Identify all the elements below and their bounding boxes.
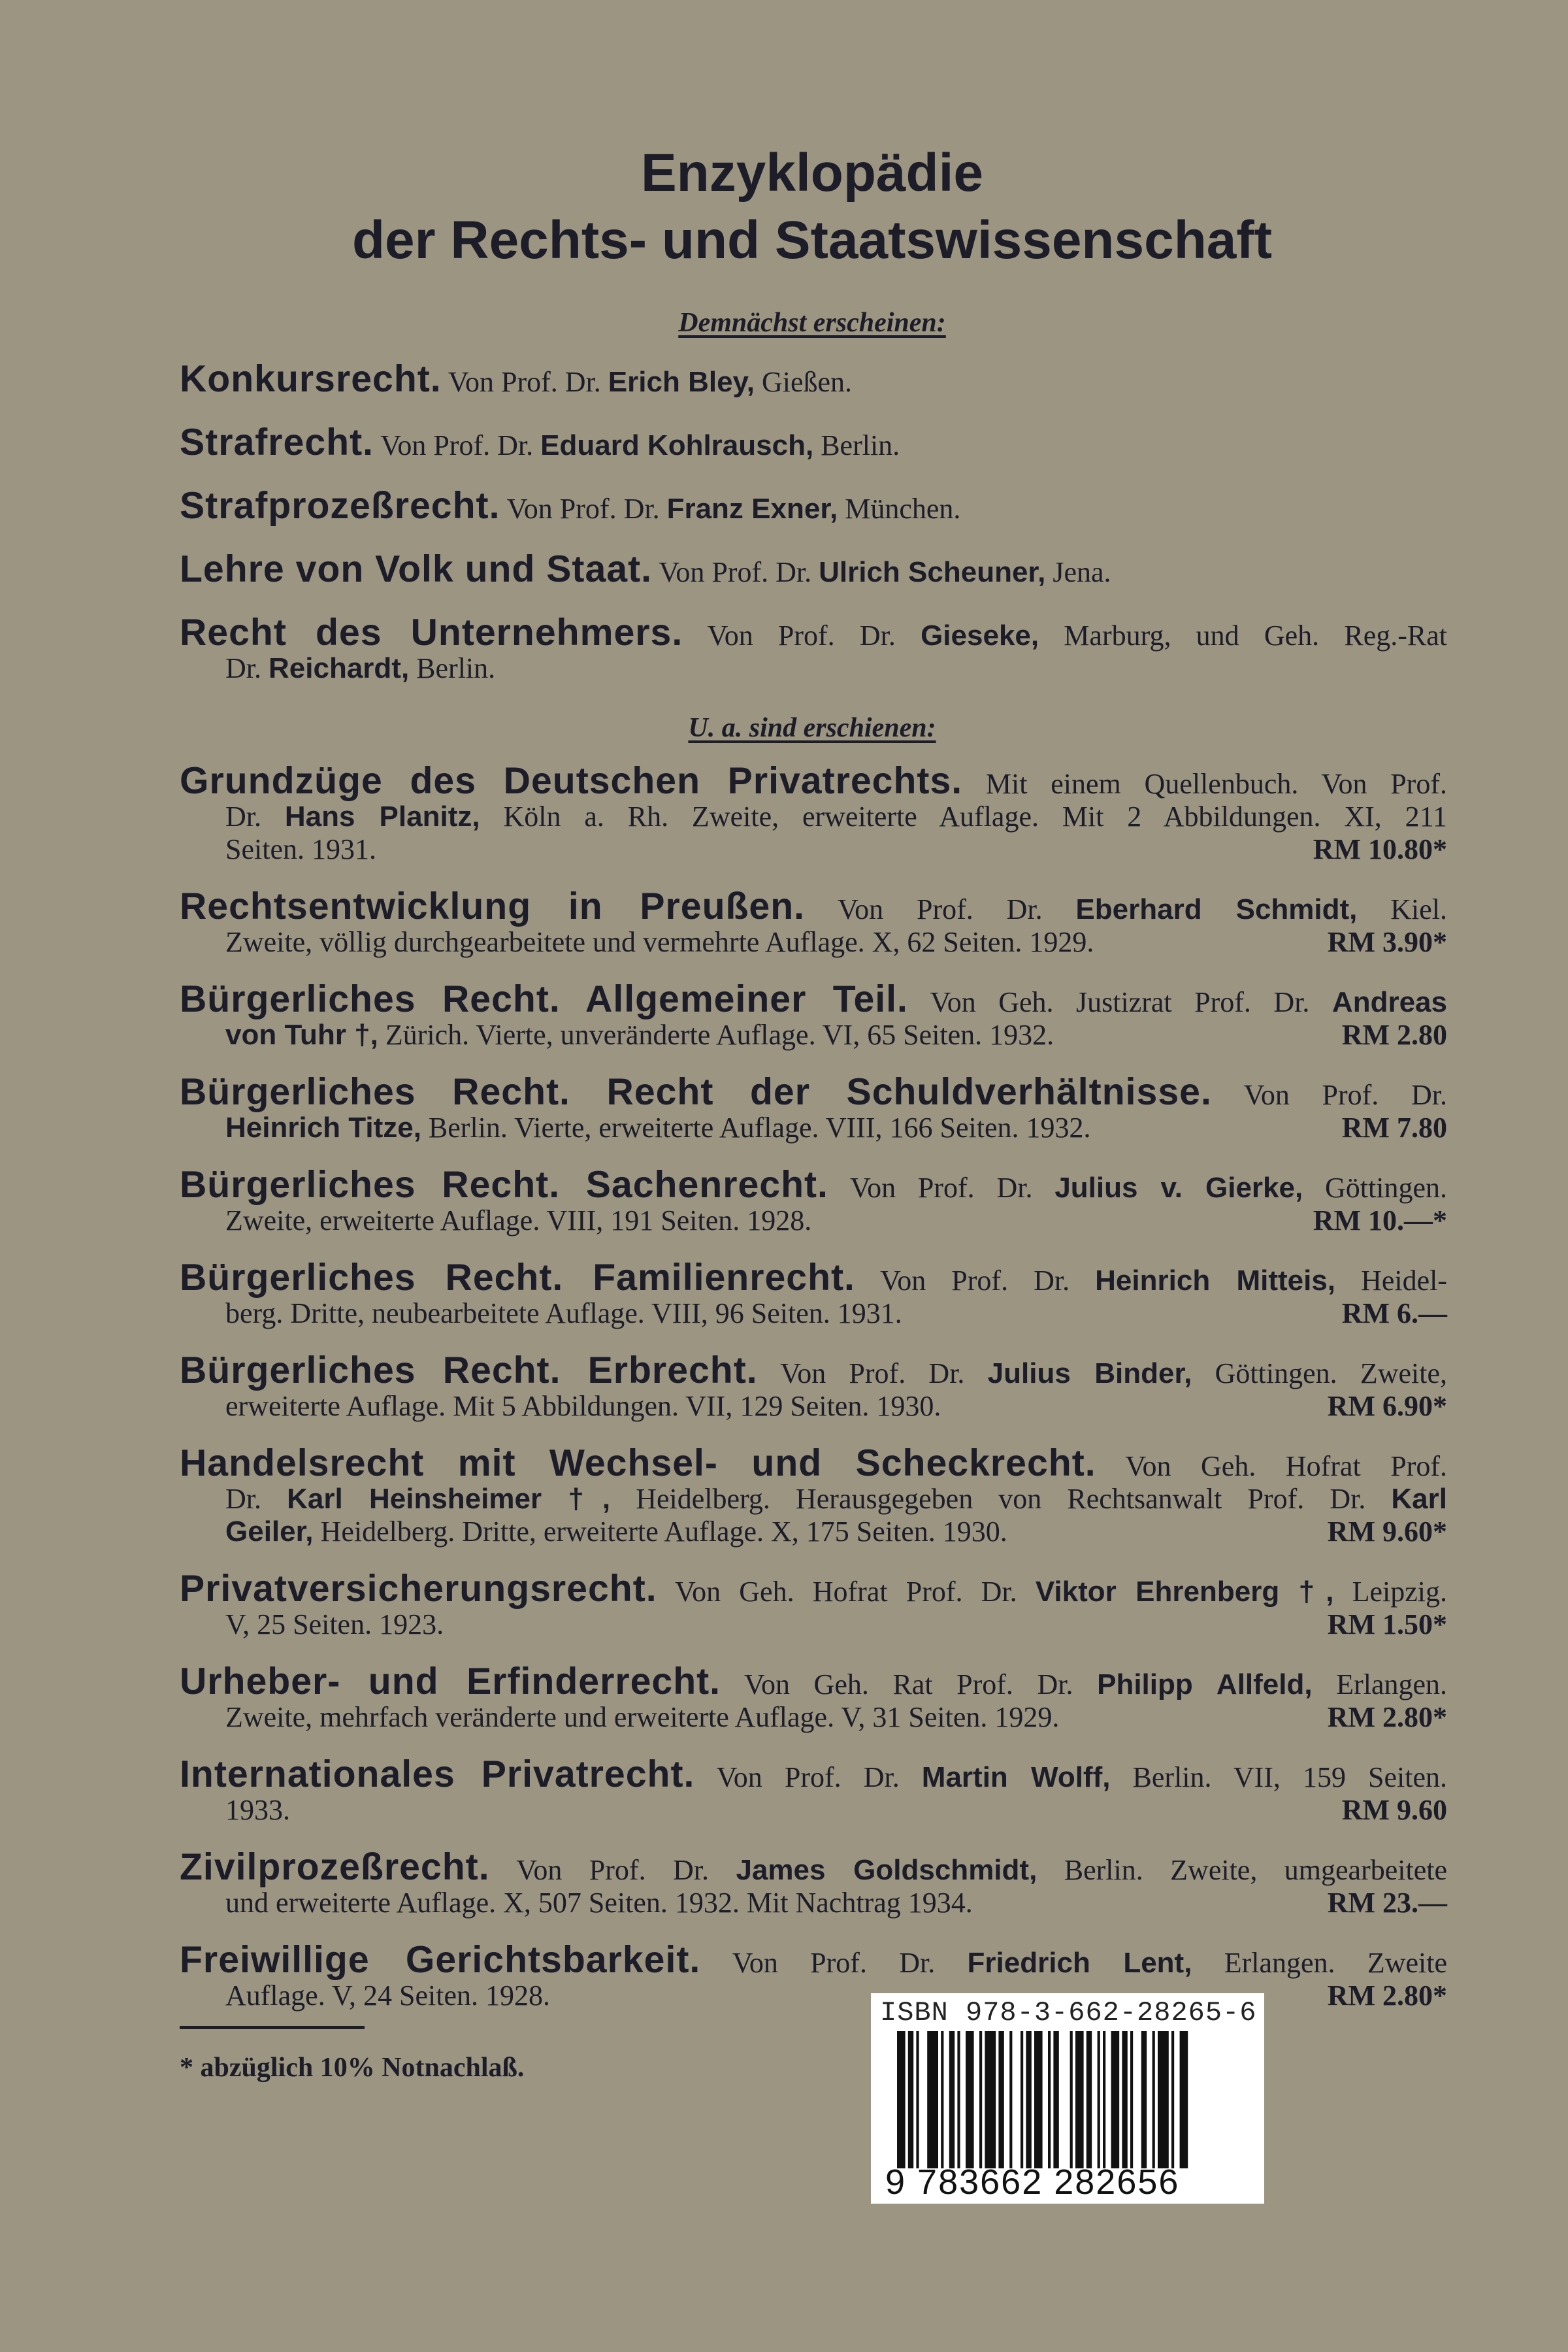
entry-details: Von Prof. Dr. — [757, 1357, 988, 1389]
barcode-bar — [897, 2031, 906, 2168]
entry-line-text — [225, 1979, 550, 2012]
entry-line — [180, 1846, 1447, 1888]
entry-details: Heidel- — [1335, 1265, 1447, 1297]
barcode-bar — [998, 2031, 1004, 2168]
entry-line — [180, 760, 1447, 802]
author-name: Karl — [1391, 1483, 1447, 1515]
entry-line-text — [180, 1350, 1448, 1391]
entry-line-text — [180, 1753, 1448, 1795]
entry-details: Dr. — [225, 652, 269, 684]
entry-details: Berlin. Zweite, umgearbeitete — [1037, 1854, 1447, 1886]
entry-details: Von Prof. Dr. — [652, 556, 819, 588]
entry-details: Von Prof. Dr. — [828, 1172, 1055, 1204]
entry-line-text — [225, 1390, 941, 1423]
barcode-bar — [1026, 2031, 1031, 2168]
barcode-bar — [1103, 2031, 1105, 2168]
author-name: Hans Planitz, — [284, 801, 480, 833]
barcode-bar — [941, 2031, 943, 2168]
book-entry — [180, 1071, 1447, 1144]
barcode-bar — [949, 2031, 955, 2168]
book-title: Internationales Privatrecht. — [180, 1753, 695, 1795]
barcode-bar — [1053, 2031, 1058, 2168]
barcode-bar — [1122, 2031, 1127, 2168]
book-title: Konkursrecht. — [180, 358, 442, 400]
entry-line-text — [225, 1112, 1090, 1144]
entry-details: Marburg, und Geh. Reg.-Rat — [1039, 620, 1447, 652]
entry-details: Von Prof. Dr. — [700, 1947, 968, 1979]
barcode-bar — [966, 2031, 974, 2168]
book-entry — [180, 1164, 1448, 1237]
barcode-bar — [985, 2031, 996, 2168]
entry-line-text — [225, 1483, 1447, 1515]
price: RM 2.80 — [1341, 1019, 1447, 1051]
entry-line — [180, 1516, 1447, 1548]
entry-details: Von Prof. Dr. — [855, 1265, 1096, 1297]
entry-line — [180, 1297, 1447, 1330]
author-name: von Tuhr †, — [225, 1019, 378, 1051]
upcoming-list — [180, 358, 1447, 712]
entry-line — [180, 1112, 1447, 1144]
entry-details: Gießen. — [754, 366, 853, 398]
book-entry — [180, 886, 1447, 959]
entry-line — [180, 886, 1447, 927]
series-title-line1: Enzyklopädie — [640, 143, 984, 203]
entry-details: Von Geh. Hofrat Prof. Dr. — [657, 1576, 1036, 1608]
entry-line — [180, 1887, 1447, 1919]
entry-line-text — [180, 1661, 1448, 1702]
upcoming-heading-text: Demnächst erscheinen: — [678, 308, 946, 338]
book-title: Freiwillige Gerichtsbarkeit. — [180, 1939, 701, 1981]
price: RM 7.80 — [1341, 1112, 1447, 1144]
entry-line — [180, 978, 1447, 1020]
book-title: Recht des Unternehmers. — [180, 612, 683, 654]
author-name: Eduard Kohlrausch, — [540, 429, 814, 461]
entry-line-text — [180, 485, 961, 527]
book-title: Zivilprozeßrecht. — [180, 1846, 490, 1888]
barcode-bar — [1111, 2031, 1120, 2168]
entry-line — [180, 1568, 1448, 1610]
entry-details: Zweite, erweiterte Auflage. VIII, 191 Seiten. 1928. — [225, 1204, 812, 1236]
author-name: Karl Heinsheimer †, — [287, 1483, 611, 1515]
barcode-bar — [916, 2031, 919, 2168]
entry-details: Seiten. 1931. — [225, 833, 376, 865]
entry-line-text — [180, 760, 1447, 802]
entry-details: Berlin. Vierte, erweiterte Auflage. VIII, 166 Seiten. 1932. — [421, 1112, 1091, 1144]
barcode-bar — [1075, 2031, 1084, 2168]
entry-details: Berlin. — [409, 652, 496, 684]
barcode-bar — [1130, 2031, 1133, 2168]
barcode-bar — [1034, 2031, 1043, 2168]
author-name: Franz Exner, — [666, 493, 838, 525]
entry-line — [180, 1483, 1447, 1516]
entry-line — [180, 1442, 1447, 1484]
price: RM 6.— — [1341, 1297, 1447, 1329]
price: RM 9.60* — [1327, 1516, 1447, 1548]
book-entry — [180, 358, 1447, 400]
entry-line — [180, 1257, 1447, 1299]
book-entry — [180, 978, 1447, 1052]
book-title: Lehre von Volk und Staat. — [180, 548, 653, 590]
entry-details: Von Prof. Dr. — [683, 620, 921, 652]
book-entry — [180, 1661, 1448, 1734]
barcode-bar — [1180, 2031, 1188, 2168]
entry-details: berg. Dritte, neubearbeitete Auflage. VIII, 96 Seiten. 1931. — [225, 1297, 902, 1329]
price: RM 9.60 — [1341, 1794, 1447, 1826]
entry-line — [180, 1661, 1448, 1702]
author-name: Julius v. Gierke, — [1054, 1172, 1303, 1204]
published-heading — [0, 712, 1568, 744]
book-title: Bürgerliches Recht. Erbrecht. — [180, 1350, 758, 1391]
book-entry — [180, 422, 1447, 463]
author-name: Julius Binder, — [987, 1357, 1192, 1389]
price: RM 2.80* — [1327, 1979, 1447, 2012]
barcode-bar — [1152, 2031, 1155, 2168]
barcode-bar — [957, 2031, 960, 2168]
entry-details: Dr. — [225, 801, 285, 833]
barcode-digits: 9 783662 282656 — [885, 2162, 1180, 2202]
book-title: Bürgerliches Recht. Recht der Schuldverhältnisse. — [180, 1071, 1212, 1113]
author-name: Ulrich Scheuner, — [819, 556, 1046, 588]
entry-line-text — [225, 1204, 811, 1237]
entry-line-text — [225, 1887, 973, 1919]
entry-line-text — [180, 1164, 1448, 1206]
entry-details: Zweite, mehrfach veränderte und erweiterte Auflage. V, 31 Seiten. 1929. — [225, 1701, 1060, 1733]
author-name: James Goldschmidt, — [736, 1854, 1037, 1886]
entry-line-text — [225, 1297, 902, 1330]
entry-details: Heidelberg. Dritte, erweiterte Auflage. X, 175 Seiten. 1930. — [313, 1516, 1007, 1548]
entry-details: Von Geh. Rat Prof. Dr. — [721, 1668, 1098, 1700]
published-list — [180, 760, 1448, 2036]
price: RM 6.90* — [1327, 1390, 1447, 1422]
entry-line-text — [225, 1794, 290, 1827]
barcode-bar — [979, 2031, 982, 2168]
book-entry — [180, 1846, 1447, 1919]
entry-details: Köln a. Rh. Zweite, erweiterte Auflage. Mit 2 Abbildungen. XI, 211 — [480, 801, 1448, 833]
entry-line — [180, 833, 1447, 866]
barcode-bar — [1141, 2031, 1147, 2168]
author-name: Heinrich Mitteis, — [1095, 1265, 1336, 1297]
book-entry — [180, 485, 1447, 527]
barcode-bar — [1158, 2031, 1169, 2168]
entry-line-text — [180, 886, 1447, 927]
entry-line — [180, 652, 1447, 685]
footnote: * abzüglich 10% Notnachlaß. — [180, 2053, 525, 2083]
book-entry — [180, 548, 1447, 590]
entry-line — [180, 485, 1447, 527]
book-title: Bürgerliches Recht. Allgemeiner Teil. — [180, 978, 908, 1020]
author-name: Andreas — [1331, 986, 1447, 1018]
entry-line — [180, 548, 1447, 590]
entry-line-text — [180, 1071, 1447, 1113]
book-title: Handelsrecht mit Wechsel- und Scheckrecht. — [180, 1442, 1096, 1484]
entry-line-text — [180, 422, 900, 463]
entry-line-text — [180, 548, 1111, 590]
book-title: Bürgerliches Recht. Familienrecht. — [180, 1257, 855, 1299]
barcode-bar — [1098, 2031, 1100, 2168]
entry-details: Mit einem Quellenbuch. Von Prof. — [962, 768, 1447, 800]
entry-line — [180, 1204, 1447, 1237]
author-name: Erich Bley, — [608, 366, 755, 398]
author-name: Geiler, — [225, 1516, 314, 1548]
entry-line-text — [180, 1442, 1447, 1484]
author-name: Reichardt, — [269, 652, 410, 684]
book-title: Bürgerliches Recht. Sachenrecht. — [180, 1164, 828, 1206]
barcode-bar — [908, 2031, 913, 2168]
isbn-label: ISBN 978-3-662-28265-6 — [880, 1997, 1257, 2029]
entry-line — [180, 1753, 1448, 1795]
entry-details: Göttingen. — [1303, 1172, 1448, 1204]
barcode-bar — [1048, 2031, 1051, 2168]
entry-details: Berlin. VII, 159 Seiten. — [1110, 1761, 1448, 1793]
entry-line-text — [225, 833, 376, 866]
entry-details: Dr. — [225, 1483, 287, 1515]
barcode-bar — [1070, 2031, 1073, 2168]
book-entry — [180, 760, 1448, 866]
entry-line-text — [180, 1568, 1448, 1610]
entry-line-text — [225, 1608, 444, 1641]
barcode-bar — [1086, 2031, 1092, 2168]
entry-line — [180, 926, 1447, 959]
barcode-bar — [1171, 2031, 1174, 2168]
entry-details: Von Geh. Justizrat Prof. Dr. — [907, 986, 1332, 1018]
entry-line-text — [180, 1257, 1447, 1299]
entry-details: Von Prof. Dr. — [805, 893, 1076, 925]
entry-line-text — [225, 1701, 1059, 1734]
entry-details: Von Prof. Dr. — [694, 1761, 922, 1793]
entry-line — [180, 1939, 1447, 1981]
price: RM 10.—* — [1313, 1204, 1447, 1236]
entry-line — [180, 1350, 1448, 1391]
entry-line — [180, 1794, 1447, 1827]
entry-line-text — [225, 1019, 1054, 1052]
book-title: Strafrecht. — [180, 422, 374, 463]
entry-line-text — [225, 1516, 1007, 1548]
entry-line — [180, 1071, 1447, 1113]
book-entry — [180, 1753, 1448, 1827]
entry-line — [180, 1390, 1447, 1423]
entry-line — [180, 358, 1447, 400]
entry-line-text — [180, 358, 853, 400]
entry-line — [180, 1019, 1447, 1052]
price: RM 2.80* — [1327, 1701, 1447, 1733]
entry-line-text — [180, 1846, 1447, 1888]
entry-line — [180, 1608, 1447, 1641]
entry-line-text — [180, 978, 1447, 1020]
entry-line-text — [180, 612, 1447, 654]
entry-details: erweiterte Auflage. Mit 5 Abbildungen. VII, 129 Seiten. 1930. — [225, 1390, 941, 1422]
entry-details: 1933. — [225, 1794, 290, 1826]
entry-line — [180, 1164, 1448, 1206]
book-title: Strafprozeßrecht. — [180, 485, 500, 527]
author-name: Friedrich Lent, — [967, 1947, 1192, 1979]
entry-details: Zürich. Vierte, unveränderte Auflage. VI, 65 Seiten. 1932. — [378, 1019, 1054, 1051]
book-entry — [180, 1350, 1448, 1423]
author-name: Viktor Ehrenberg †, — [1035, 1576, 1334, 1608]
isbn-barcode — [871, 1993, 1264, 2204]
entry-line-text — [180, 1939, 1447, 1981]
published-heading-text: U. a. sind erschienen: — [688, 713, 936, 743]
price: RM 10.80* — [1313, 833, 1447, 865]
entry-details: Von Prof. Dr. — [374, 429, 541, 461]
footnote-divider — [180, 2026, 365, 2029]
upcoming-heading — [0, 307, 1568, 339]
entry-line-text — [225, 801, 1447, 833]
author-name: Gieseke, — [921, 620, 1039, 652]
author-name: Philipp Allfeld, — [1097, 1668, 1313, 1700]
price: RM 1.50* — [1327, 1608, 1447, 1640]
author-name: Eberhard Schmidt, — [1075, 893, 1358, 925]
price: RM 23.— — [1327, 1887, 1447, 1919]
entry-details: Erlangen. Zweite — [1192, 1947, 1447, 1979]
entry-details: V, 25 Seiten. 1923. — [225, 1608, 444, 1640]
entry-details: Auflage. V, 24 Seiten. 1928. — [225, 1979, 550, 2012]
entry-line — [180, 801, 1447, 833]
entry-details: Göttingen. Zweite, — [1192, 1357, 1448, 1389]
entry-line — [180, 612, 1447, 654]
entry-details: Von Prof. Dr. — [1211, 1079, 1447, 1111]
book-title: Grundzüge des Deutschen Privatrechts. — [180, 760, 963, 802]
barcode-bar — [927, 2031, 938, 2168]
entry-details: Heidelberg. Herausgegeben von Rechtsanwalt Prof. Dr. — [610, 1483, 1392, 1515]
price: RM 3.90* — [1327, 926, 1447, 958]
entry-details: Kiel. — [1357, 893, 1447, 925]
book-title: Urheber- und Erfinderrecht. — [180, 1661, 721, 1702]
entry-details: und erweiterte Auflage. X, 507 Seiten. 1932. Mit Nachtrag 1934. — [225, 1887, 973, 1919]
book-title: Privatversicherungsrecht. — [180, 1568, 657, 1610]
barcode-bars-icon — [897, 2031, 1250, 2168]
book-title: Rechtsentwicklung in Preußen. — [180, 886, 806, 927]
entry-details: Leipzig. — [1333, 1576, 1448, 1608]
entry-details: Erlangen. — [1312, 1668, 1448, 1700]
barcode-bar — [1021, 2031, 1023, 2168]
book-entry — [180, 1568, 1448, 1641]
series-title-line2: der Rechts- und Staatswissenschaft — [351, 210, 1273, 270]
entry-line-text — [225, 926, 1094, 959]
entry-details: Jena. — [1045, 556, 1111, 588]
entry-details: Berlin. — [813, 429, 900, 461]
book-entry — [180, 1257, 1447, 1330]
entry-details: München. — [838, 493, 961, 525]
entry-line — [180, 1701, 1447, 1734]
entry-details: Zweite, völlig durchgearbeitete und vermehrte Auflage. X, 62 Seiten. 1929. — [225, 926, 1094, 958]
book-entry — [180, 1442, 1447, 1548]
entry-line — [180, 422, 1447, 463]
entry-details: Von Prof. Dr. — [441, 366, 608, 398]
author-name: Martin Wolff, — [921, 1761, 1111, 1793]
entry-details: Von Prof. Dr. — [500, 493, 667, 525]
book-entry — [180, 612, 1447, 685]
author-name: Heinrich Titze, — [225, 1112, 421, 1144]
entry-details: Von Geh. Hofrat Prof. — [1096, 1450, 1447, 1482]
barcode-bar — [1009, 2031, 1012, 2168]
entry-details: Von Prof. Dr. — [489, 1854, 736, 1886]
entry-line-text — [225, 652, 495, 684]
